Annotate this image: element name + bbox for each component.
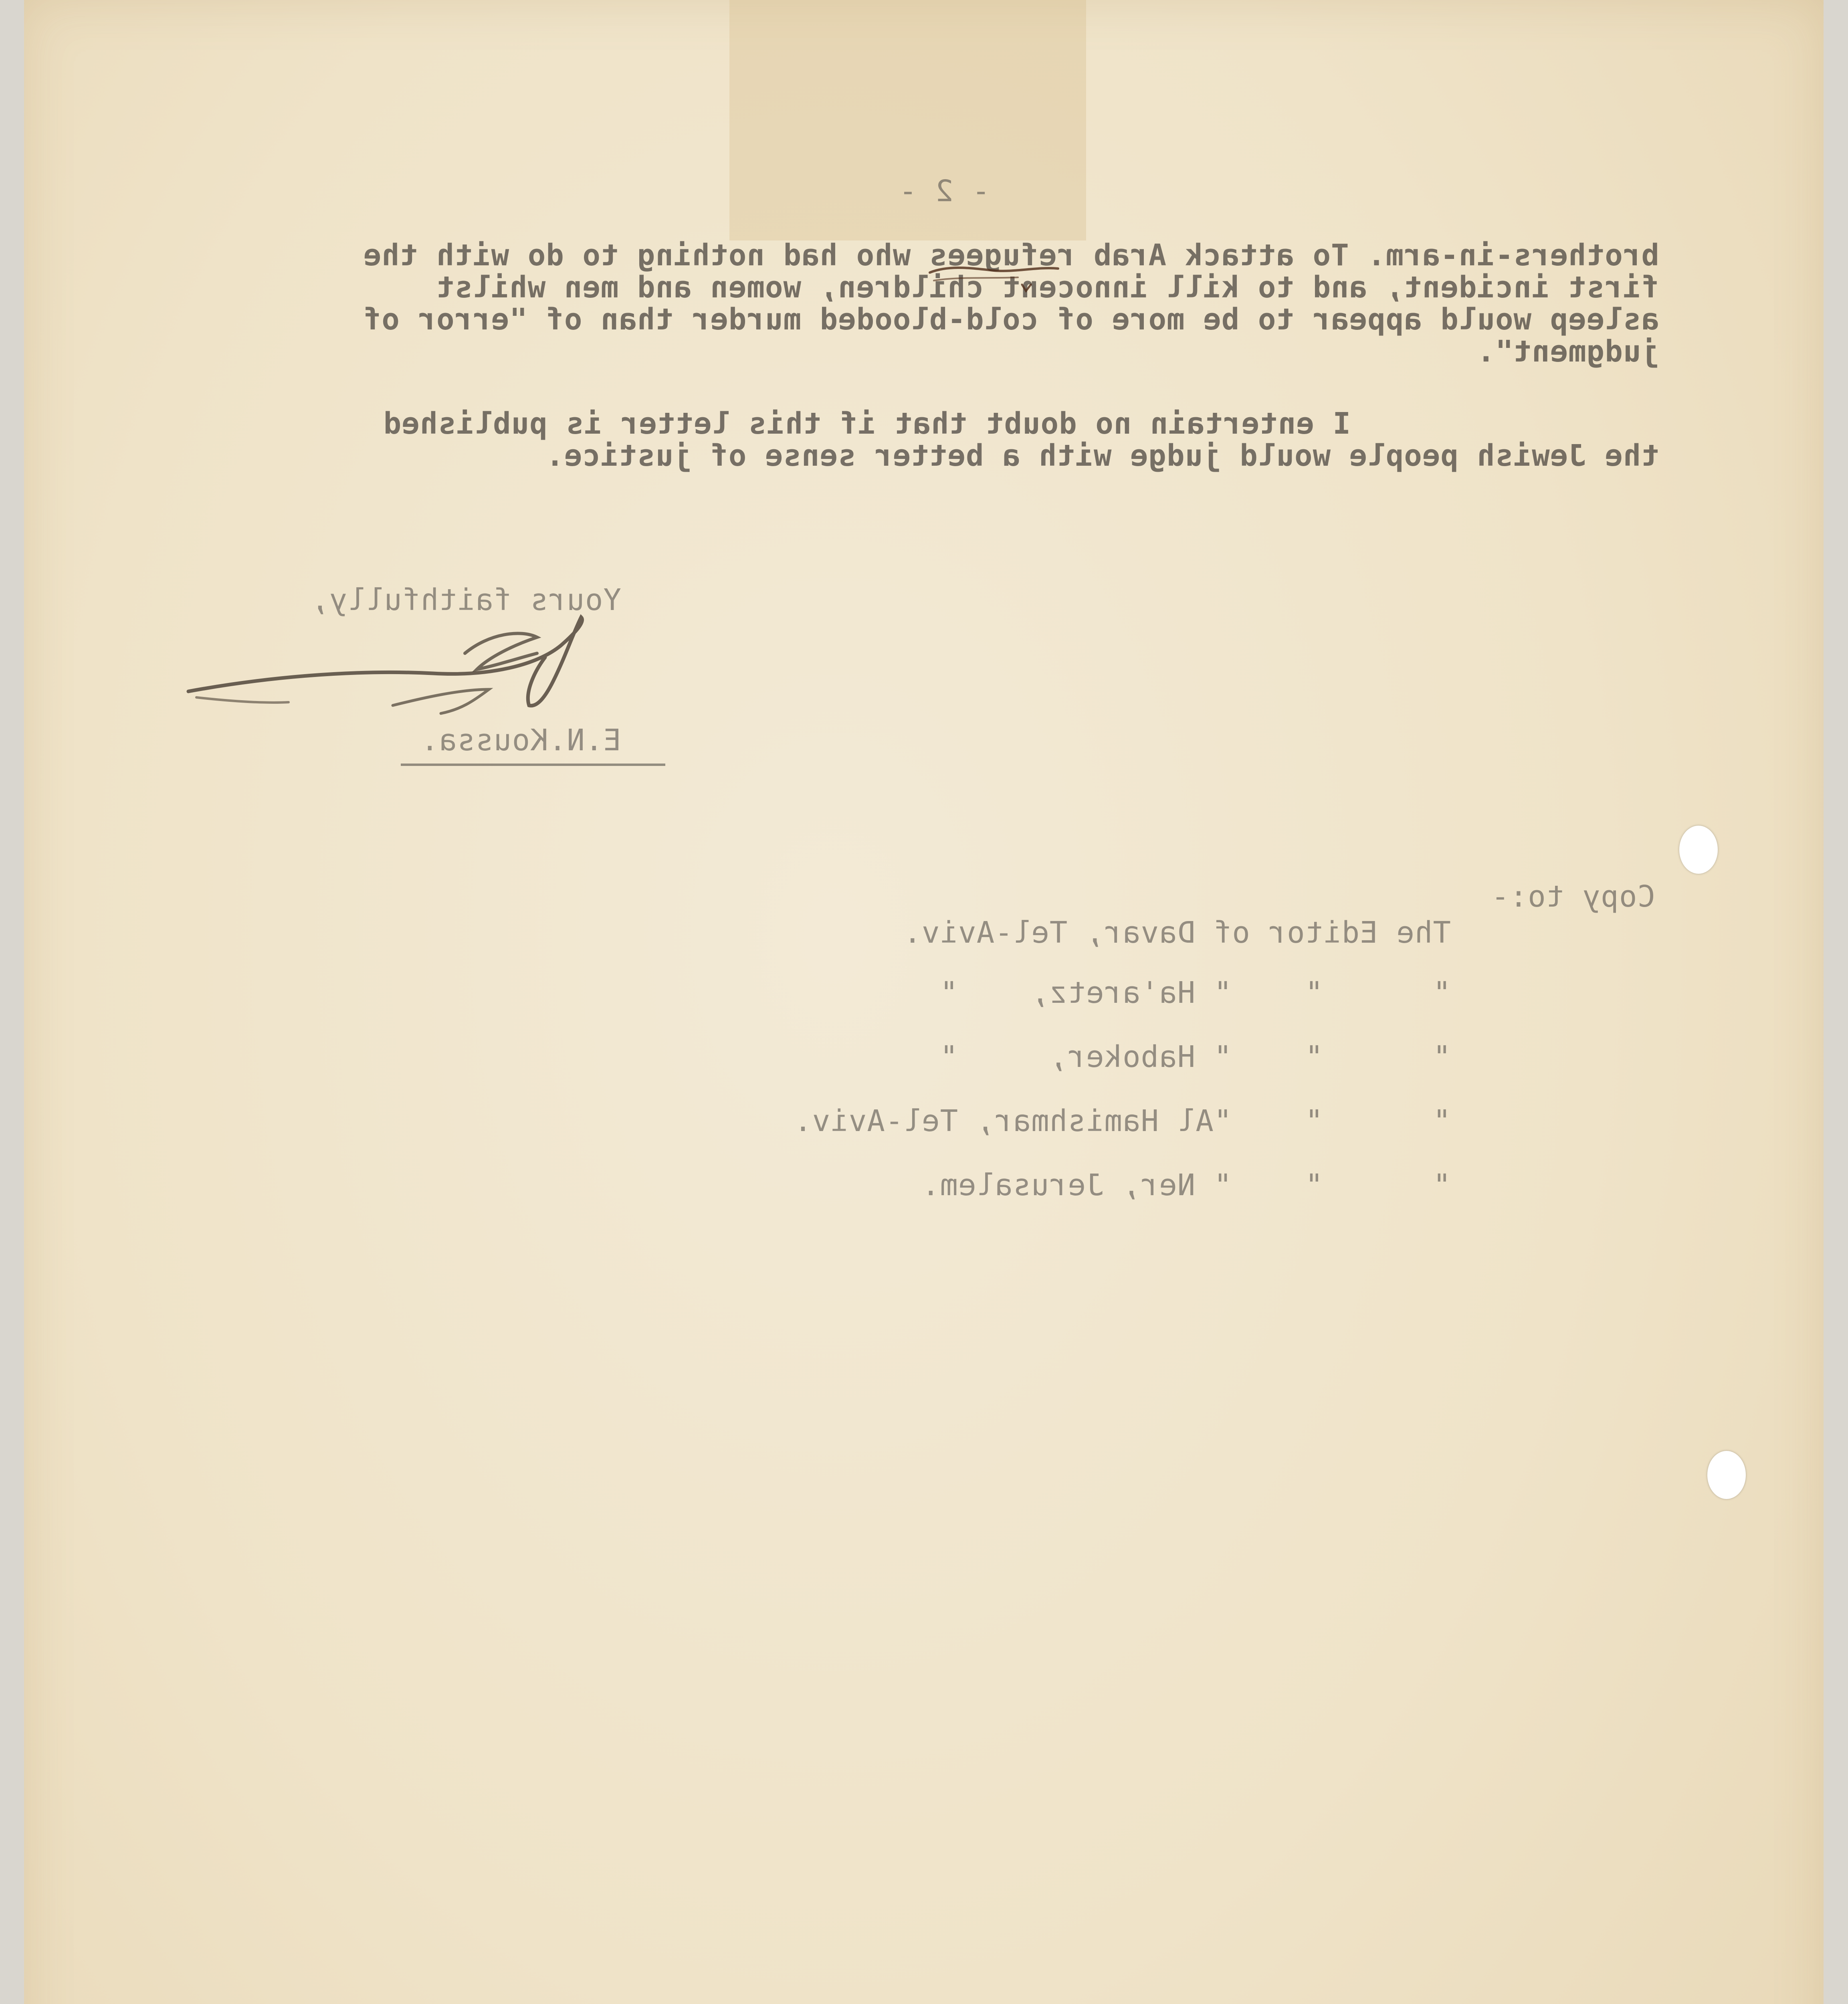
paragraph1-line3: asleep would appear to be more of cold-blooded murder than of "error of bbox=[363, 302, 1659, 337]
punch-hole-lower bbox=[1707, 1451, 1746, 1499]
signatory-name: E.N.Koussa. bbox=[420, 723, 621, 758]
copy-to-line5: " " " Ner, Jerusalem. bbox=[921, 1168, 1451, 1202]
copy-to-line4: " " "Al Hamishmar, Tel-Aviv. bbox=[794, 1104, 1451, 1138]
punch-hole-upper bbox=[1679, 826, 1718, 874]
handwritten-signature bbox=[184, 609, 633, 729]
handwritten-insertion bbox=[926, 257, 1062, 293]
closing: Yours faithfully, bbox=[311, 583, 621, 617]
signature-underline bbox=[401, 764, 665, 766]
paragraph1-line4: judgment". bbox=[1476, 334, 1659, 369]
paragraph1-line1: brothers-in-arm. To attack Arab refugees who had nothing to do with the bbox=[363, 238, 1659, 273]
copy-to-line3: " " " Haboker, " bbox=[939, 1040, 1451, 1074]
letter-page bbox=[24, 0, 1824, 2004]
mirrored-bleed-through-text bbox=[24, 0, 1824, 2004]
paragraph2-line2: the Jewish people would judge with a better sense of justice. bbox=[545, 438, 1659, 473]
paragraph2-line1: I entertain no doubt that if this letter is published bbox=[383, 406, 1351, 441]
copy-to-line2: " " " Ha'aretz, " bbox=[939, 976, 1451, 1010]
page-number: - 2 - bbox=[899, 174, 990, 208]
copy-to-line1: The Editor of Davar, Tel-Aviv. bbox=[903, 915, 1451, 950]
paragraph1-line2: first incident, and to kill innocent children, women and men whilst bbox=[436, 270, 1659, 305]
copy-to-label: Copy to:- bbox=[1491, 879, 1655, 914]
